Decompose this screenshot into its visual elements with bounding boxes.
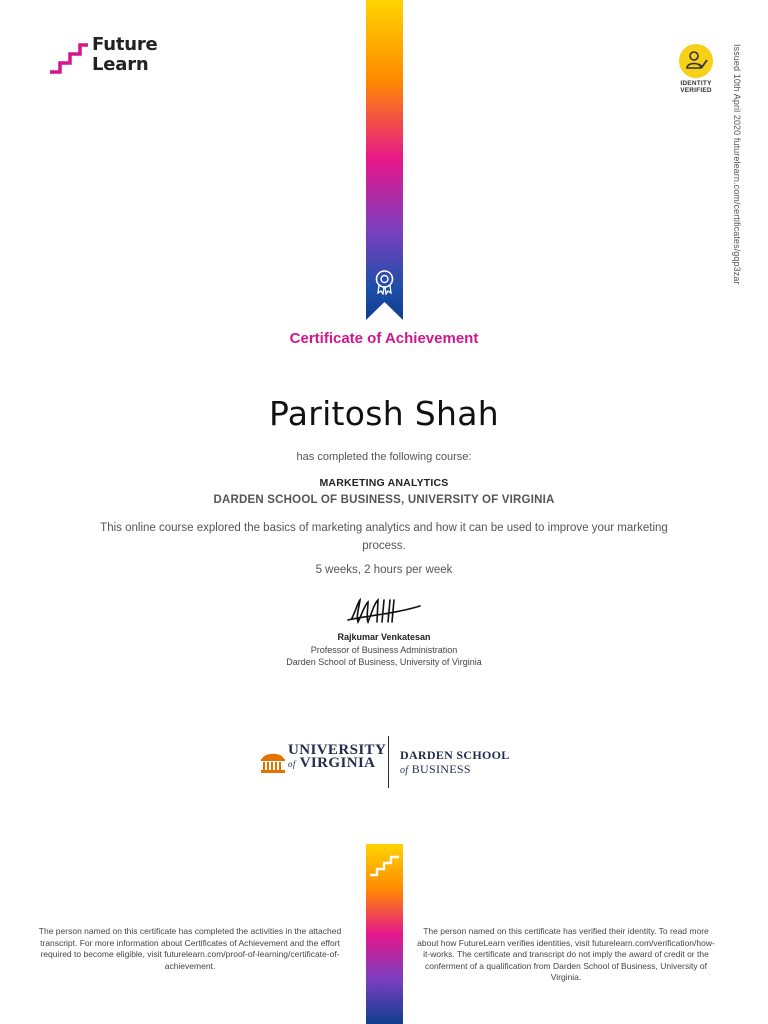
stairs-icon — [369, 850, 401, 878]
identity-label-1: IDENTITY — [680, 80, 712, 87]
darden-line1: DARDEN SCHOOL — [400, 748, 510, 762]
logo-line1: Future — [92, 34, 158, 55]
uva-line1: UNIVERSITY — [288, 742, 387, 758]
partner-logo — [260, 738, 520, 790]
logo-divider — [388, 736, 389, 788]
issued-date-url: Issued 10th April 2020 futurelearn.com/certificates/gqp3zar — [732, 44, 742, 285]
course-duration: 5 weeks, 2 hours per week — [315, 564, 453, 576]
footer-right: The person named on this certificate has verified their identity. To read more about how FutureLearn verifies identities, visit futurelearn.com/verification/how-it-works. The certificate and transcript do not imply the award of credit or the conferment of a qualification from Darden School of Business, University of Virginia. — [417, 926, 715, 982]
stairs-icon — [48, 36, 88, 76]
uva-of: of — [288, 759, 296, 769]
course-school: DARDEN SCHOOL OF BUSINESS, UNIVERSITY OF VIRGINIA — [213, 494, 555, 506]
course-name: MARKETING ANALYTICS — [319, 477, 449, 489]
rotunda-icon — [260, 748, 286, 774]
award-icon — [374, 269, 395, 295]
identity-label-2: VERIFIED — [680, 87, 712, 94]
uva-wordmark — [288, 744, 386, 771]
signatory-institution: Darden School of Business, University of Virginia — [286, 657, 482, 667]
certificate-title: Certificate of Achievement — [289, 330, 479, 347]
darden-of: of — [400, 765, 409, 776]
logo-line2: Learn — [92, 54, 149, 75]
recipient-name: Paritosh Shah — [268, 394, 499, 433]
futurelearn-logo — [48, 34, 168, 78]
course-description: This online course explored the basics of marketing analytics and how it can be used to improve your marketing process. — [100, 522, 668, 552]
badge-circle — [679, 44, 713, 78]
uva-line2-text: VIRGINIA — [299, 755, 376, 771]
signatory-name: Rajkumar Venkatesan — [337, 632, 431, 642]
logo-text — [92, 35, 158, 75]
darden-line2 — [400, 762, 510, 778]
uva-line2 — [288, 757, 386, 771]
signature — [344, 592, 424, 630]
darden-line2-text: BUSINESS — [411, 762, 471, 776]
footer-left: The person named on this certificate has completed the activities in the attached transcript. For more information about Certificates of Achievement and the effort required to become eligible, visit futurelearn.com/proof-of-learning/certificate-of-achievement. — [38, 926, 342, 971]
signatory-title: Professor of Business Administration — [310, 645, 458, 655]
person-check-icon — [679, 44, 713, 78]
darden-wordmark — [400, 748, 510, 778]
completed-text: has completed the following course: — [296, 451, 472, 463]
identity-verified-badge — [674, 44, 718, 94]
